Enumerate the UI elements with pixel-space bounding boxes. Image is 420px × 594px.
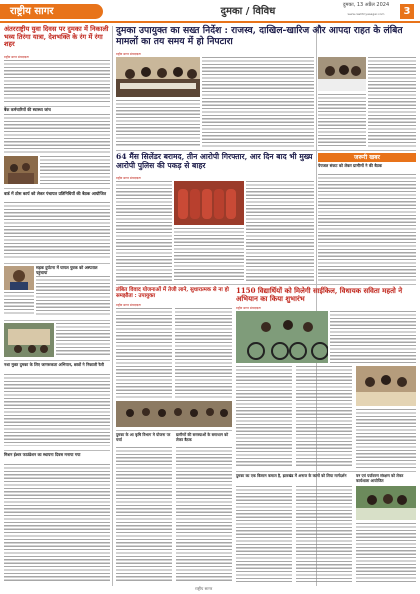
article-headline[interactable]: वन एवं पर्यावरण संरक्षण को लेकर कार्यशाला आयोजित xyxy=(356,473,404,483)
article-headline[interactable]: नशा मुक्त दुमका के लिए जागरूकता अभियान, छात्रों ने निकाली रैली xyxy=(4,362,104,367)
cylinders-photo-image xyxy=(174,181,244,225)
section-divider xyxy=(116,430,232,431)
article-body xyxy=(356,409,416,468)
article-body xyxy=(116,447,172,582)
article-body xyxy=(4,292,34,316)
article-photo xyxy=(4,266,34,290)
article-headline[interactable]: वार्ड में ठोस कार्य को लेकर पंचायत प्रतिनिधियों की बैठक आयोजित xyxy=(4,191,106,196)
article-body xyxy=(4,374,110,446)
lead-photo xyxy=(116,57,200,97)
article-body xyxy=(40,156,110,184)
article-headline[interactable]: बैंक कर्मचारियों की स्वास्थ्य जांच xyxy=(4,107,51,112)
crowd-photo-image xyxy=(116,401,232,427)
section-divider xyxy=(116,150,416,151)
article-photo xyxy=(236,311,328,363)
event-photo-image xyxy=(4,323,54,357)
article-headline[interactable]: 1150 विद्यार्थियों को मिलेगी साईकिल, विधायक सविता महतो ने अभियान का किया शुभारंभ xyxy=(236,286,403,304)
portrait-image xyxy=(4,266,34,290)
section-divider xyxy=(4,263,110,264)
website-url[interactable]: www.rashtriyasagar.com xyxy=(347,12,385,16)
article-body xyxy=(318,94,366,147)
article-body xyxy=(368,57,416,147)
section-title: राष्ट्रीय सागर xyxy=(0,4,103,19)
article-headline[interactable]: दुमका का एक किसान कमाल है, झारखंड में अनाज के कामों को लिया मार्गदर्शन xyxy=(236,473,347,478)
section-divider xyxy=(4,320,110,321)
masthead xyxy=(0,0,420,20)
ceremony-photo-image xyxy=(356,366,416,406)
city-section-label: दुमका / विविध xyxy=(220,6,276,17)
article-body xyxy=(330,311,416,363)
page-number: 3 xyxy=(400,4,414,19)
article-headline[interactable]: सड़क दुर्घटना में घायल युवक को अस्पताल पहुंचाया xyxy=(36,265,98,275)
meeting-photo-image xyxy=(116,57,200,97)
page-folio: राष्ट्रीय सागर xyxy=(195,586,213,591)
article-byline: राष्ट्रीय सागर संवाददाता xyxy=(116,303,141,307)
officials-photo-image xyxy=(318,57,366,91)
article-body xyxy=(356,523,416,582)
article-body xyxy=(116,100,200,147)
article-photo xyxy=(174,181,244,225)
article-headline[interactable]: मिशन ईश्वर फाउंडेशन का स्थापना दिवस मनाया गया xyxy=(4,452,81,457)
article-body xyxy=(236,366,292,468)
article-body xyxy=(175,308,232,398)
article-headline[interactable]: अंतरराष्ट्रीय युवा दिवस पर दुमका में निकाली भव्य तिरंगा यात्रा, देशभक्ति के रंग में रंगा शहर xyxy=(4,25,109,49)
group-photo-image xyxy=(4,156,38,184)
article-body xyxy=(174,228,244,281)
article-byline: राष्ट्रीय सागर संवाददाता xyxy=(236,306,261,310)
article-headline[interactable]: दुमका के आ कृषि विभाग मे योजना पर चर्चा xyxy=(116,432,171,442)
article-byline: राष्ट्रीय सागर संवाददाता xyxy=(116,176,141,180)
article-photo xyxy=(318,57,366,91)
section-divider xyxy=(4,450,110,451)
article-photo xyxy=(116,401,232,427)
article-photo xyxy=(4,323,54,357)
article-body xyxy=(4,114,110,154)
article-photo xyxy=(356,486,416,520)
article-body xyxy=(36,276,110,316)
section-divider xyxy=(4,360,110,361)
article-headline[interactable]: लंबित विवाद योजनाओं में तेजी लाने, सुधारात्मक से ना हो समझौता : उपायुक्त xyxy=(116,287,229,300)
article-body xyxy=(296,366,352,468)
article-headline[interactable]: ग्रामीणों की समस्याओं के समाधान को लेकर बैठक xyxy=(176,432,229,442)
article-body xyxy=(4,464,110,582)
article-body xyxy=(296,486,352,582)
article-body xyxy=(4,60,110,104)
column-rule xyxy=(112,26,113,586)
masthead-rule xyxy=(0,21,420,23)
sidebar-box-title: जरूरी खबर xyxy=(318,153,416,162)
article-body xyxy=(116,181,172,281)
article-byline: राष्ट्रीय सागर संवाददाता xyxy=(4,55,29,59)
section-divider xyxy=(116,284,416,285)
article-photo xyxy=(356,366,416,406)
article-body xyxy=(246,181,314,281)
article-body xyxy=(236,486,292,582)
article-body xyxy=(318,174,416,281)
article-body xyxy=(4,202,110,260)
article-body xyxy=(116,308,172,398)
lead-headline[interactable]: दुमका उपायुक्त का सख्त निर्देश : राजस्व, दाखिल-खारिज और आपदा राहत के लंबित मामलों का तय समय में हो निपटारा xyxy=(116,25,403,47)
sidebar-box-headline[interactable]: पेयजल संकट को लेकर ग्रामीणों ने की बैठक xyxy=(318,163,382,168)
article-body xyxy=(202,57,314,147)
section-divider xyxy=(236,471,416,472)
article-byline: राष्ट्रीय सागर संवाददाता xyxy=(116,52,141,56)
workshop-photo-image xyxy=(356,486,416,520)
article-body xyxy=(176,447,232,582)
issue-date: दुमका, 13 अप्रैल 2024 xyxy=(342,2,390,8)
article-headline[interactable]: 64 मैंस सिलेंडर बरामद, तीन आरोपी गिरफ्तार, आर दिन बाद भी मुख्य आरोपी पुलिस की पकड़ से बाहर xyxy=(116,152,313,170)
section-divider xyxy=(4,188,110,189)
bicycle-distribution-photo-image xyxy=(236,311,328,363)
article-photo xyxy=(4,156,38,184)
article-body xyxy=(56,323,110,357)
